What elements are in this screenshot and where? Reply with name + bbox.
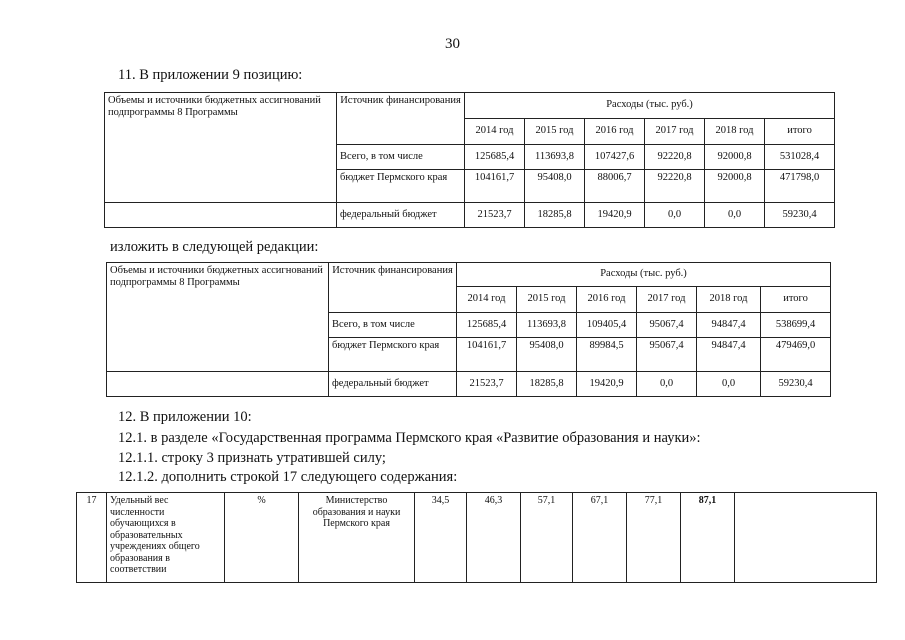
cell-value: 104161,7 xyxy=(465,170,525,203)
cell-value: 57,1 xyxy=(521,493,573,583)
cell-value: 18285,8 xyxy=(525,203,585,228)
paragraph-11: 11. В приложении 9 позицию: xyxy=(118,67,303,83)
cell-value: 95067,4 xyxy=(637,313,697,338)
cell-value: 92220,8 xyxy=(645,145,705,170)
unit-cell: % xyxy=(225,493,299,583)
year-header: 2015 год xyxy=(517,287,577,313)
row-name: федеральный бюджет xyxy=(337,203,465,228)
row-name: Всего, в том числе xyxy=(329,313,457,338)
cell-value: 87,1 xyxy=(681,493,735,583)
indicator-table-row17 xyxy=(76,492,877,583)
cell-value: 94847,4 xyxy=(697,338,761,372)
cell-value: 0,0 xyxy=(637,372,697,397)
empty-cell xyxy=(105,203,337,228)
cell-value: 92220,8 xyxy=(645,170,705,203)
cell-value: 21523,7 xyxy=(457,372,517,397)
cell-value: 95408,0 xyxy=(525,170,585,203)
paragraph-replace: изложить в следующей редакции: xyxy=(110,239,319,255)
cell-value: 92000,8 xyxy=(705,145,765,170)
budget-label: Объемы и источники бюджетных ассигнований подпрограммы 8 Программы xyxy=(105,93,337,203)
cell-value: 89984,5 xyxy=(577,338,637,372)
row-number: 17 xyxy=(77,493,107,583)
paragraph-12: 12. В приложении 10: xyxy=(118,409,252,425)
budget-label: Объемы и источники бюджетных ассигнований подпрограммы 8 Программы xyxy=(107,263,329,372)
empty-cell xyxy=(107,372,329,397)
cell-value: 109405,4 xyxy=(577,313,637,338)
cell-value: 104161,7 xyxy=(457,338,517,372)
year-header: 2015 год xyxy=(525,119,585,145)
cell-value: 0,0 xyxy=(705,203,765,228)
row-name: Всего, в том числе xyxy=(337,145,465,170)
source-header: Источник финансирования xyxy=(337,93,465,145)
year-header: 2018 год xyxy=(697,287,761,313)
cell-value: 107427,6 xyxy=(585,145,645,170)
row-name: бюджет Пермского края xyxy=(329,338,457,372)
cell-value: 19420,9 xyxy=(585,203,645,228)
table-row xyxy=(105,203,835,228)
cell-value: 94847,4 xyxy=(697,313,761,338)
paragraph-12-1-2: 12.1.2. дополнить строкой 17 следующего содержания: xyxy=(118,469,458,485)
cell-value: 77,1 xyxy=(627,493,681,583)
cell-value: 18285,8 xyxy=(517,372,577,397)
cell-value: 46,3 xyxy=(467,493,521,583)
cell-value: 34,5 xyxy=(415,493,467,583)
year-header: 2016 год xyxy=(585,119,645,145)
cell-value: 531028,4 xyxy=(765,145,835,170)
cell-value: 0,0 xyxy=(697,372,761,397)
year-header: 2016 год xyxy=(577,287,637,313)
page-number: 30 xyxy=(445,36,460,52)
empty-cell xyxy=(735,493,877,583)
cell-value: 113693,8 xyxy=(517,313,577,338)
cell-value: 471798,0 xyxy=(765,170,835,203)
paragraph-12-1-1: 12.1.1. строку 3 признать утратившей силу; xyxy=(118,450,386,466)
indicator-name: Удельный вес численности обучающихся в образовательных учреждениях общего образования в соответствии xyxy=(107,493,225,583)
cell-value: 59230,4 xyxy=(765,203,835,228)
source-header: Источник финансирования xyxy=(329,263,457,313)
cell-value: 125685,4 xyxy=(465,145,525,170)
year-header: 2014 год xyxy=(465,119,525,145)
year-header: 2017 год xyxy=(645,119,705,145)
cell-value: 88006,7 xyxy=(585,170,645,203)
cell-value: 113693,8 xyxy=(525,145,585,170)
cell-value: 95067,4 xyxy=(637,338,697,372)
expense-header: Расходы (тыс. руб.) xyxy=(457,263,831,287)
cell-value: 125685,4 xyxy=(457,313,517,338)
cell-value: 59230,4 xyxy=(761,372,831,397)
cell-value: 95408,0 xyxy=(517,338,577,372)
year-header: 2017 год xyxy=(637,287,697,313)
expense-header: Расходы (тыс. руб.) xyxy=(465,93,835,119)
total-header: итого xyxy=(765,119,835,145)
table-row xyxy=(77,493,877,583)
cell-value: 19420,9 xyxy=(577,372,637,397)
year-header: 2018 год xyxy=(705,119,765,145)
paragraph-12-1: 12.1. в разделе «Государственная программа Пермского края «Развитие образования и науки»: xyxy=(118,430,701,446)
cell-value: 21523,7 xyxy=(465,203,525,228)
row-name: федеральный бюджет xyxy=(329,372,457,397)
row-name: бюджет Пермского края xyxy=(337,170,465,203)
total-header: итого xyxy=(761,287,831,313)
budget-table-old xyxy=(104,92,835,228)
year-header: 2014 год xyxy=(457,287,517,313)
responsible-cell: Министерство образования и науки Пермского края xyxy=(299,493,415,583)
cell-value: 0,0 xyxy=(645,203,705,228)
cell-value: 479469,0 xyxy=(761,338,831,372)
budget-table-new xyxy=(106,262,831,397)
cell-value: 67,1 xyxy=(573,493,627,583)
cell-value: 538699,4 xyxy=(761,313,831,338)
table-row xyxy=(107,372,831,397)
cell-value: 92000,8 xyxy=(705,170,765,203)
